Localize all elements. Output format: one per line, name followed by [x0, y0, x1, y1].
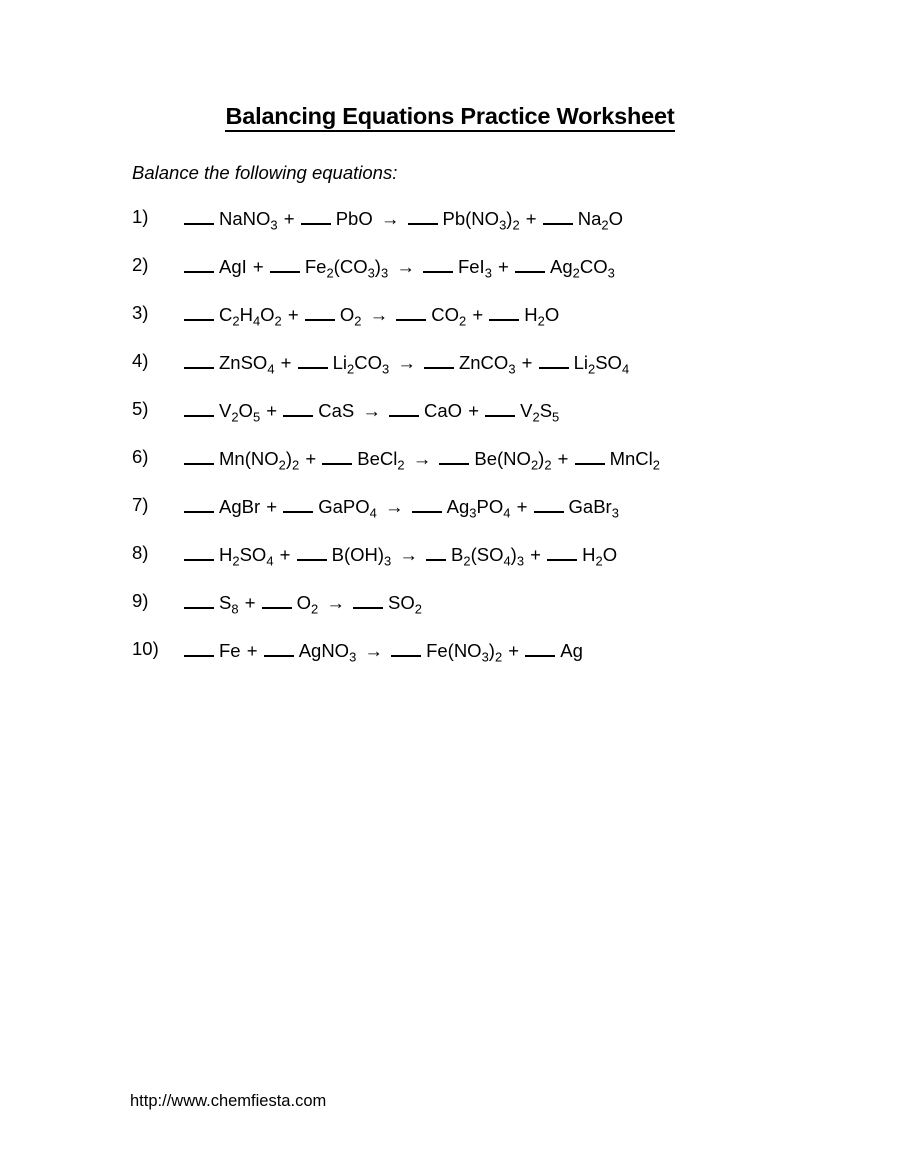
formula-subscript: 2 [292, 457, 300, 473]
chemical-formula: $Pb(NO_3)_2$ [442, 208, 520, 233]
chemical-formula: $Na_2O$ [577, 208, 623, 233]
equation-row [132, 494, 872, 542]
coefficient-blank[interactable] [423, 254, 453, 273]
formula-subscript: 2 [588, 361, 596, 377]
chemical-formula: GaPO$_4$ [318, 496, 377, 521]
formula-subscript: 2 [354, 313, 362, 329]
formula-subscript: 4 [621, 361, 630, 377]
reaction-arrow-icon: → [412, 448, 432, 470]
chemical-formula: BeCl$_2$ [357, 448, 405, 473]
coefficient-blank[interactable] [184, 590, 214, 609]
chemical-formula: $O_2$ [339, 304, 362, 329]
formula-subscript: 2 [530, 457, 539, 473]
formula-subscript: 3 [380, 265, 389, 281]
formula-subscript: 3 [270, 217, 278, 233]
page-title-container [0, 104, 900, 132]
equation-expression [184, 446, 660, 473]
reaction-arrow-icon: → [397, 352, 416, 374]
formula-subscript: 3 [381, 361, 390, 377]
plus-operator: + [244, 592, 256, 614]
reaction-arrow-icon: → [399, 544, 418, 566]
equation-expression [184, 542, 618, 569]
formula-subscript: 2 [414, 601, 422, 617]
equation-number: 2) [132, 254, 149, 275]
chemical-formula: $H_2O$ [524, 304, 560, 329]
equation-number: 7) [132, 494, 149, 515]
chemical-formula: $SO_2$ [388, 592, 422, 617]
plus-operator: + [516, 496, 528, 518]
formula-subscript: 2 [572, 265, 580, 281]
formula-subscript: 2 [652, 457, 660, 473]
reaction-arrow-icon: → [380, 208, 400, 230]
plus-operator: + [266, 400, 278, 422]
formula-subscript: 2 [397, 457, 405, 473]
formula-subscript: 2 [458, 313, 467, 329]
chemical-formula: $Fe(NO_3)_2$ [426, 640, 503, 665]
equation-row [132, 446, 872, 494]
reaction-arrow-icon: → [362, 400, 381, 422]
coefficient-blank[interactable] [301, 206, 331, 225]
plus-operator: + [521, 352, 533, 374]
formula-subscript: 2 [278, 457, 286, 473]
equation-number: 10) [132, 638, 159, 659]
equation-expression [184, 638, 583, 665]
coefficient-blank[interactable] [184, 398, 214, 417]
coefficient-blank[interactable] [184, 446, 214, 465]
plus-operator: + [530, 544, 541, 566]
formula-subscript: 2 [601, 217, 609, 233]
equation-expression [184, 254, 615, 281]
chemical-formula: $Be(NO_2)_2$ [474, 448, 552, 473]
formula-subscript: 3 [481, 649, 489, 665]
equation-number: 6) [132, 446, 149, 467]
formula-subscript: 4 [503, 553, 511, 569]
coefficient-blank[interactable] [305, 302, 335, 321]
chemical-formula: $C_2H_4O_2$ [219, 304, 282, 329]
formula-subscript: 2 [463, 553, 471, 569]
chemical-formula: PbO [335, 208, 373, 230]
formula-subscript: 2 [347, 361, 355, 377]
reaction-arrow-icon: → [326, 592, 345, 614]
chemical-formula: $V_2O_5$ [219, 400, 261, 425]
chemical-formula: Ag [560, 640, 583, 662]
formula-subscript: 3 [484, 265, 492, 281]
reaction-arrow-icon: → [396, 256, 415, 278]
plus-operator: + [468, 400, 480, 422]
formula-subscript: 5 [552, 409, 560, 425]
chemical-formula: $H_2O$ [582, 544, 618, 569]
coefficient-blank[interactable] [389, 398, 419, 417]
equation-row [132, 398, 872, 446]
page-title: Balancing Equations Practice Worksheet [225, 104, 674, 132]
instruction-text: Balance the following equations: [132, 162, 398, 183]
formula-subscript: 2 [544, 457, 552, 473]
formula-subscript: 2 [232, 313, 240, 329]
plus-operator: + [252, 256, 264, 278]
coefficient-blank[interactable] [426, 542, 446, 561]
equation-row [132, 638, 872, 686]
formula-subscript: 3 [607, 265, 615, 281]
coefficient-blank[interactable] [298, 350, 328, 369]
chemical-formula: $Ag_3PO_4$ [446, 496, 511, 521]
plus-operator: + [508, 640, 520, 662]
coefficient-blank[interactable] [184, 638, 214, 657]
formula-subscript: 3 [384, 553, 392, 569]
formula-subscript: 4 [252, 313, 261, 329]
formula-subscript: 3 [508, 361, 516, 377]
coefficient-blank[interactable] [575, 446, 605, 465]
coefficient-blank[interactable] [543, 206, 573, 225]
coefficient-blank[interactable] [322, 446, 352, 465]
plus-operator: + [266, 496, 278, 518]
equation-number: 8) [132, 542, 149, 563]
chemical-formula: Fe [219, 640, 241, 662]
coefficient-blank[interactable] [184, 542, 214, 561]
chemical-formula: $O_2$ [296, 592, 319, 617]
equation-number: 9) [132, 590, 149, 611]
chemical-formula: AgBr [219, 496, 261, 518]
formula-subscript: 2 [274, 313, 282, 329]
chemical-formula: $S_8$ [219, 592, 239, 617]
formula-subscript: 3 [499, 217, 507, 233]
chemical-formula: $B_2(SO_4)_3$ [451, 544, 525, 569]
formula-subscript: 2 [232, 553, 240, 569]
plus-operator: + [472, 304, 484, 326]
formula-subscript: 2 [595, 553, 603, 569]
equation-row [132, 350, 872, 398]
formula-subscript: 4 [369, 505, 377, 521]
plus-operator: + [525, 208, 537, 230]
plus-operator: + [498, 256, 509, 278]
coefficient-blank[interactable] [485, 398, 515, 417]
chemical-formula: MnCl$_2$ [609, 448, 660, 473]
equation-expression [184, 302, 560, 329]
equation-expression [184, 590, 422, 617]
reaction-arrow-icon: → [385, 496, 404, 518]
coefficient-blank[interactable] [547, 542, 577, 561]
equation-number: 5) [132, 398, 149, 419]
equation-list [132, 206, 872, 686]
coefficient-blank[interactable] [534, 494, 564, 513]
coefficient-blank[interactable] [270, 254, 300, 273]
formula-subscript: 2 [532, 409, 540, 425]
chemical-formula: AgI [219, 256, 247, 278]
equation-number: 3) [132, 302, 149, 323]
coefficient-blank[interactable] [262, 590, 292, 609]
equation-number: 1) [132, 206, 149, 227]
equation-number: 4) [132, 350, 149, 371]
coefficient-blank[interactable] [515, 254, 545, 273]
equation-row [132, 254, 872, 302]
chemical-formula: ZnCO$_3$ [458, 352, 516, 377]
formula-subscript: 3 [516, 553, 525, 569]
formula-subscript: 3 [469, 505, 477, 521]
plus-operator: + [283, 208, 295, 230]
chemical-formula: $Li_2CO_3$ [332, 352, 390, 377]
formula-subscript: 4 [267, 361, 275, 377]
chemical-formula: NaNO$_3$ [219, 208, 278, 233]
coefficient-blank[interactable] [353, 590, 383, 609]
coefficient-blank[interactable] [283, 494, 313, 513]
coefficient-blank[interactable] [412, 494, 442, 513]
formula-subscript: 4 [266, 553, 274, 569]
equation-expression [184, 494, 619, 521]
chemical-formula: $Ag_2CO_3$ [549, 256, 615, 281]
coefficient-blank[interactable] [424, 350, 454, 369]
chemical-formula: AgNO$_3$ [298, 640, 357, 665]
formula-subscript: 2 [537, 313, 545, 329]
coefficient-blank[interactable] [489, 302, 519, 321]
equation-row [132, 206, 872, 254]
chemical-formula: $Fe_2(CO_3)_3$ [304, 256, 389, 281]
coefficient-blank[interactable] [525, 638, 555, 657]
chemical-formula: $CO_2$ [431, 304, 467, 329]
coefficient-blank[interactable] [184, 254, 214, 273]
chemical-formula: $B(OH)_3$ [331, 544, 392, 569]
plus-operator: + [279, 544, 291, 566]
equation-row [132, 542, 872, 590]
formula-subscript: 2 [326, 265, 334, 281]
coefficient-blank[interactable] [283, 398, 313, 417]
chemical-formula: $V_2S_5$ [520, 400, 560, 425]
coefficient-blank[interactable] [439, 446, 469, 465]
coefficient-blank[interactable] [408, 206, 438, 225]
chemical-formula: FeI$_3$ [457, 256, 492, 281]
formula-subscript: 8 [231, 601, 239, 617]
coefficient-blank[interactable] [184, 302, 214, 321]
formula-subscript: 2 [494, 649, 503, 665]
equation-row [132, 302, 872, 350]
equation-expression [184, 206, 623, 233]
formula-subscript: 2 [231, 409, 239, 425]
coefficient-blank[interactable] [396, 302, 426, 321]
chemical-formula: ZnSO$_4$ [219, 352, 275, 377]
formula-subscript: 5 [252, 409, 261, 425]
plus-operator: + [246, 640, 258, 662]
reaction-arrow-icon: → [364, 640, 383, 662]
chemical-formula: $Mn(NO_2)_2$ [219, 448, 300, 473]
plus-operator: + [280, 352, 292, 374]
coefficient-blank[interactable] [391, 638, 421, 657]
plus-operator: + [287, 304, 299, 326]
equation-expression [184, 398, 560, 425]
chemical-formula: $Li_2SO_4$ [573, 352, 630, 377]
formula-subscript: 4 [503, 505, 511, 521]
equation-expression [184, 350, 630, 377]
reaction-arrow-icon: → [369, 304, 389, 326]
coefficient-blank[interactable] [264, 638, 294, 657]
formula-subscript: 3 [367, 265, 375, 281]
plus-operator: + [557, 448, 569, 470]
chemical-formula: GaBr$_3$ [568, 496, 619, 521]
chemical-formula: CaS [318, 400, 355, 422]
coefficient-blank[interactable] [297, 542, 327, 561]
equation-row [132, 590, 872, 638]
footer-url: http://www.chemfiesta.com [130, 1092, 327, 1110]
chemical-formula: CaO [424, 400, 463, 422]
coefficient-blank[interactable] [184, 494, 214, 513]
formula-subscript: 2 [311, 601, 319, 617]
chemical-formula: $H_2SO_4$ [219, 544, 274, 569]
coefficient-blank[interactable] [184, 350, 214, 369]
coefficient-blank[interactable] [539, 350, 569, 369]
formula-subscript: 3 [611, 505, 619, 521]
coefficient-blank[interactable] [184, 206, 214, 225]
formula-subscript: 3 [349, 649, 357, 665]
formula-subscript: 2 [512, 217, 520, 233]
plus-operator: + [305, 448, 317, 470]
